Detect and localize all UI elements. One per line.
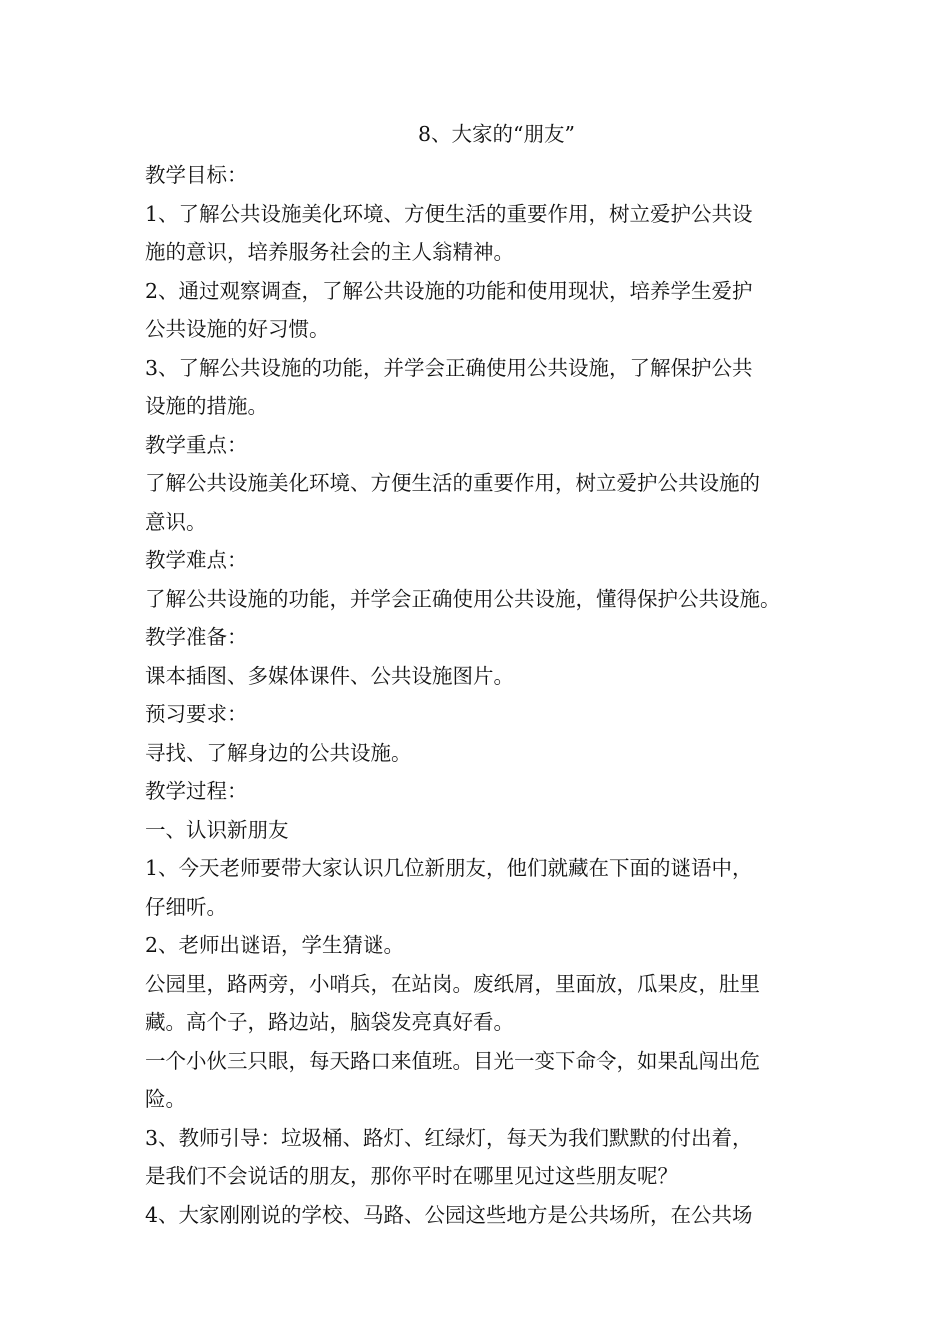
text-line: 仔细听。 xyxy=(145,894,227,919)
section-heading-objectives: 教学目标： xyxy=(145,163,248,187)
text-line: 是我们不会说话的朋友，那你平时在哪里见过这些朋友呢？ xyxy=(145,1164,678,1188)
text-line: 3、教师引导：垃圾桶、路灯、红绿灯，每天为我们默默的付出着， xyxy=(145,1125,753,1150)
document-title: 8、大家的“朋友” xyxy=(417,122,575,146)
text-line: 课本插图、多媒体课件、公共设施图片。 xyxy=(145,663,514,688)
text-line: 4、大家刚刚说的学校、马路、公园这些地方是公共场所，在公共场 xyxy=(145,1202,753,1227)
text-line: 1、了解公共设施美化环境、方便生活的重要作用，树立爱护公共设 xyxy=(145,201,753,226)
section-heading-preparation: 教学准备： xyxy=(145,625,248,649)
text-line: 险。 xyxy=(145,1087,186,1111)
text-line: 意识。 xyxy=(145,509,207,534)
text-line: 了解公共设施的功能，并学会正确使用公共设施，懂得保护公共设施。 xyxy=(145,586,781,611)
text-line: 了解公共设施美化环境、方便生活的重要作用，树立爱护公共设施的 xyxy=(145,471,760,495)
section-heading-key-points: 教学重点： xyxy=(145,432,248,457)
text-line: 寻找、了解身边的公共设施。 xyxy=(145,740,412,765)
text-line: 2、老师出谜语，学生猜谜。 xyxy=(145,933,405,957)
section-heading-process: 教学过程： xyxy=(145,779,248,803)
document-body xyxy=(145,156,810,1234)
text-line: 1、今天老师要带大家认识几位新朋友，他们就藏在下面的谜语中， xyxy=(145,856,753,880)
document-page xyxy=(145,112,810,1234)
section-heading-difficulties: 教学难点： xyxy=(145,548,248,572)
section-heading-preview: 预习要求： xyxy=(145,702,248,726)
text-line: 一个小伙三只眼，每天路口来值班。目光一变下命令，如果乱闯出危 xyxy=(145,1048,760,1073)
text-line: 公园里，路两旁，小哨兵，在站岗。废纸屑，里面放，瓜果皮，肚里 xyxy=(145,971,760,996)
text-line: 施的意识，培养服务社会的主人翁精神。 xyxy=(145,240,514,264)
text-line: 3、了解公共设施的功能，并学会正确使用公共设施，了解保护公共 xyxy=(145,355,753,380)
text-line: 藏。高个子，路边站，脑袋发亮真好看。 xyxy=(145,1010,514,1034)
text-line: 公共设施的好习惯。 xyxy=(145,317,330,341)
text-line: 2、通过观察调查，了解公共设施的功能和使用现状，培养学生爱护 xyxy=(145,278,753,303)
subsection-heading: 一、认识新朋友 xyxy=(145,817,289,842)
text-line: 设施的措施。 xyxy=(145,394,268,418)
